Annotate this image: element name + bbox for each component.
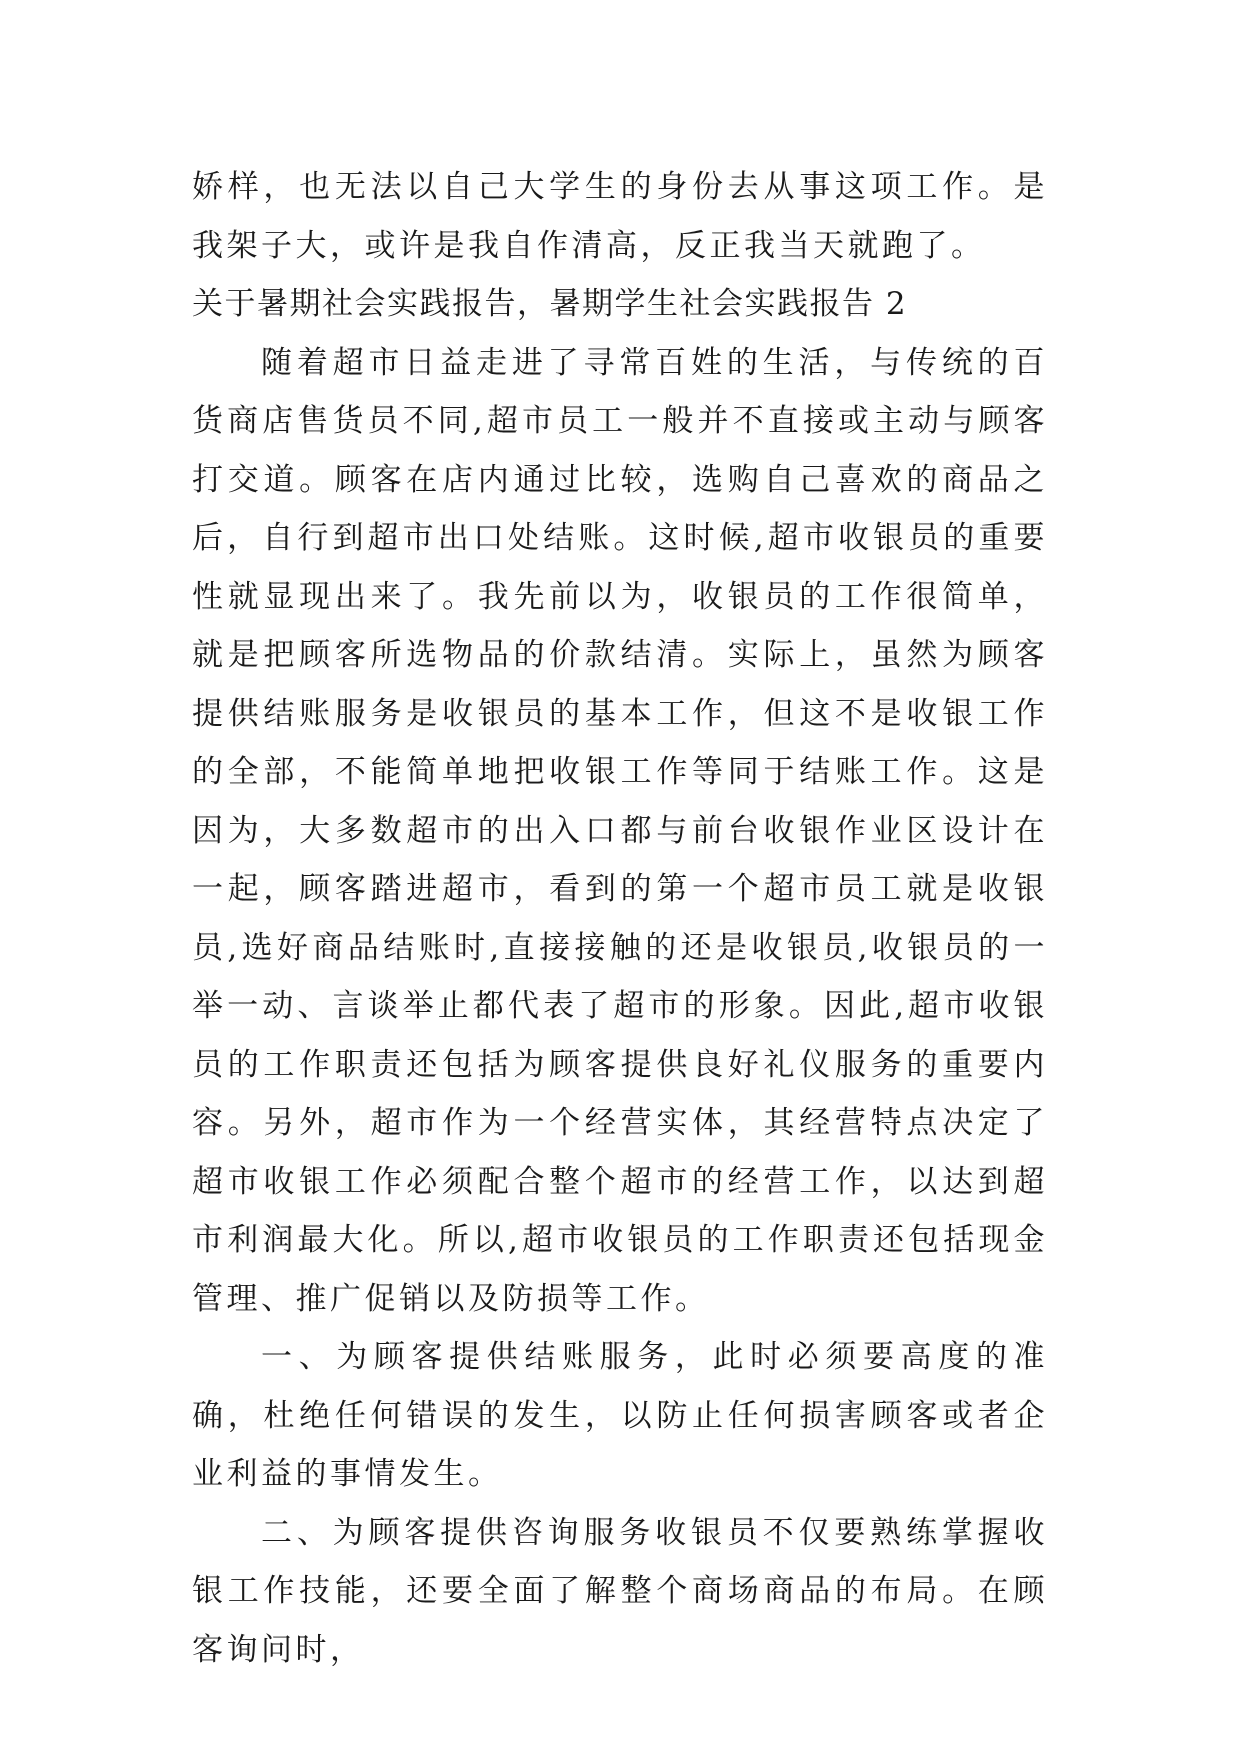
continuation-paragraph: 娇样，也无法以自己大学生的身份去从事这项工作。是我架子大，或许是我自作清高，反正我当天就跑了。 bbox=[192, 169, 1048, 264]
body-paragraph-2: 一、为顾客提供结账服务，此时必须要高度的准确，杜绝任何错误的发生，以防止任何损害顾客或者企业利益的事情发生。 bbox=[192, 1339, 1048, 1492]
body-paragraph-3: 二、为顾客提供咨询服务收银员不仅要熟练掌握收银工作技能，还要全面了解整个商场商品的布局。在顾客询问时， bbox=[192, 1514, 1048, 1668]
section-heading: 关于暑期社会实践报告，暑期学生社会实践报告 2 bbox=[192, 286, 908, 322]
body-paragraph-1: 随着超市日益走进了寻常百姓的生活，与传统的百货商店售货员不同,超市员工一般并不直接或主动与顾客打交道。顾客在店内通过比较，选购自己喜欢的商品之后，自行到超市出口处结账。这时候,超市收银员的重要性就显现出来了。我先前以为，收银员的工作很简单，就是把顾客所选物品的价款结清。实际上，虽然为顾客提供结账服务是收银员的基本工作，但这不是收银工作的全部，不能简单地把收银工作等同于结账工作。这是因为，大多数超市的出入口都与前台收银作业区设计在一起，顾客踏进超市，看到的第一个超市员工就是收银员,选好商品结账时,直接接触的还是收银员,收银员的一举一动、言谈举止都代表了超市的形象。因此,超市收银员的工作职责还包括为顾客提供良好礼仪服务的重要内容。另外，超市作为一个经营实体，其经营特点决定了超市收银工作必须配合整个超市的经营工作，以达到超市利润最大化。所以,超市收银员的工作职责还包括现金管理、推广促销以及防损等工作。 bbox=[192, 344, 1048, 1317]
document-body bbox=[192, 158, 1048, 1679]
